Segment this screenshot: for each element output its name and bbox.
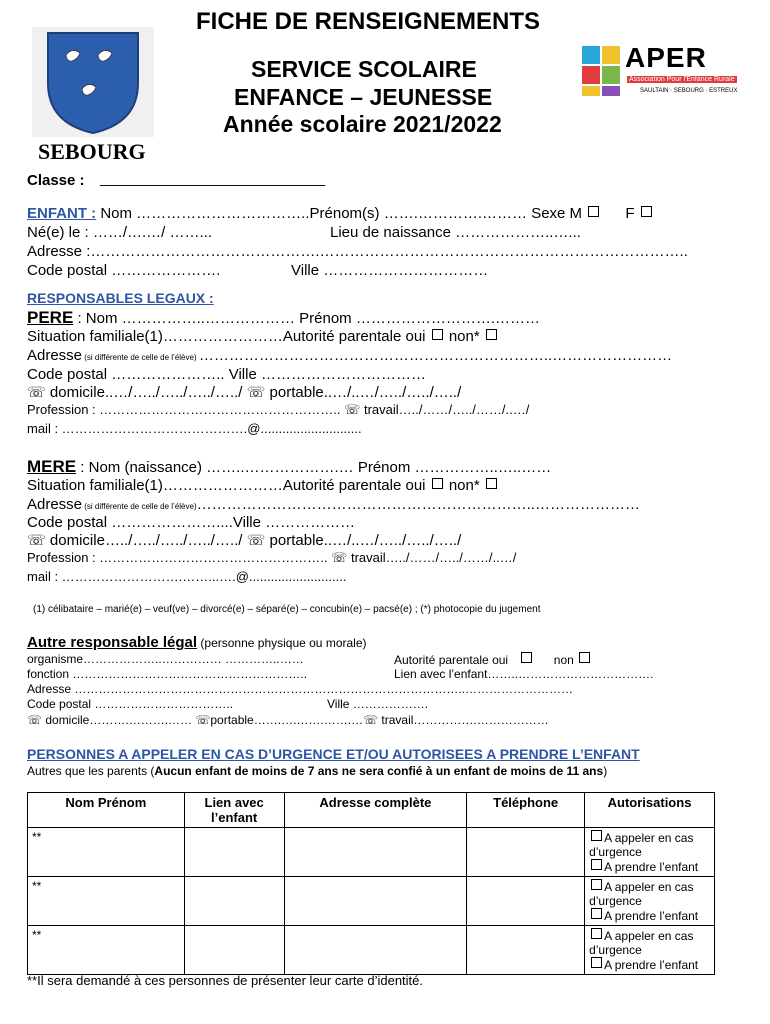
row-mark: ** [32, 879, 42, 893]
autre-non-label: non [553, 653, 574, 667]
birthplace-field[interactable]: Lieu de naissance ………………..…... [330, 224, 581, 241]
aper-logo-sub: Association Pour l'Enfance Rurale [629, 76, 735, 83]
enfant-heading: ENFANT : [27, 205, 97, 222]
lien-cell[interactable] [184, 926, 284, 975]
adresse-note: (si différente de celle de l’élève) [82, 502, 197, 511]
mere-profession-field[interactable]: Profession : …………………………………………….. ☏ travail…../……/…../……/..…/ [27, 550, 517, 565]
column-header: Téléphone [467, 793, 585, 828]
table-row [28, 828, 715, 877]
column-header: Lien avec l’enfant [184, 793, 284, 828]
appeler-checkbox[interactable] [591, 928, 602, 939]
town-name: SEBOURG [38, 139, 146, 164]
adresse-cell[interactable] [284, 877, 467, 926]
pere-name-field[interactable]: : Nom ……………..……………… Prénom ……………………….……… [73, 310, 540, 327]
urgence-sub-b: Aucun enfant de moins de 7 ans ne sera confié à un enfant de moins de 11 ans [154, 764, 604, 778]
autorisations-cell [585, 926, 715, 975]
birthdate-field[interactable]: Né(e) le : ……/….…/ ……... [27, 224, 213, 241]
lien-cell[interactable] [184, 828, 284, 877]
urgence-subheading [27, 764, 607, 778]
pere-phones-field[interactable]: ☏ domicile..…/…../…../…../…../ ☏ portable..…/..…/…../…../…../ [27, 384, 462, 401]
urgence-heading: PERSONNES A APPELER EN CAS D’URGENCE ET/OU AUTORISEES A PRENDRE L’ENFANT [27, 746, 640, 762]
telephone-cell[interactable] [467, 828, 585, 877]
mere-line-3[interactable] [27, 496, 640, 513]
pere-mail-field[interactable]: mail : …………………………………….@............................ [27, 421, 362, 436]
sexe-f-label: F [625, 205, 635, 222]
pere-heading: PERE [27, 308, 74, 327]
nom-cell[interactable] [28, 828, 185, 877]
mere-adresse-label: Adresse [27, 496, 83, 513]
urgence-table [27, 792, 715, 975]
mere-adresse-field[interactable]: …………………………………………………………..………………… [196, 496, 640, 513]
column-header: Adresse complète [284, 793, 467, 828]
service-title: SERVICE SCOLAIRE [251, 56, 477, 82]
urgence-sub-c: ) [603, 764, 608, 778]
classe-field[interactable]: ___________________________ [100, 170, 326, 187]
urgence-sub-a: Autres que les parents ( [27, 764, 155, 778]
autre-organisme-field[interactable]: organisme………………..…………… …………..…… [27, 652, 304, 666]
column-header: Nom Prénom [28, 793, 185, 828]
enfant-line-1 [27, 205, 654, 222]
autre-heading: Autre responsable légal [27, 634, 198, 651]
autre-autorite-label: Autorité parentale oui [394, 653, 509, 667]
footnote-jugement: ; (*) photocopie du jugement [412, 604, 541, 615]
autre-autorite-non-checkbox[interactable] [579, 652, 590, 663]
autorisations-cell [585, 877, 715, 926]
pere-line-2 [27, 328, 499, 345]
pere-postcode-city-field[interactable]: Code postal ………………….. Ville …………………………… [27, 366, 426, 383]
classe-label: Classe : [27, 172, 85, 189]
autre-autorite-oui-checkbox[interactable] [521, 652, 532, 663]
mere-line-1[interactable] [27, 457, 551, 477]
appeler-label: A appeler en cas d’urgence [589, 929, 694, 957]
footnote-situations: (1) célibataire – marié(e) – veuf(ve) – divorcé(e) – séparé(e) – concubin(e) – pacsé(e) [33, 604, 413, 615]
lien-cell[interactable] [184, 877, 284, 926]
mere-situation-field[interactable]: Situation familiale(1)……………………Autorité parentale oui [27, 477, 426, 494]
mere-name-field[interactable]: : Nom (naissance) ……..……………….… Prénom ……………..…..…… [76, 459, 552, 476]
autre-heading-sub: (personne physique ou morale) [197, 636, 367, 650]
prendre-label: A prendre l’enfant [604, 860, 699, 874]
enfance-title: ENFANCE – JEUNESSE [234, 84, 493, 110]
pere-profession-field[interactable]: Profession : ……………………………………………….. ☏ travail…../……/…../……/..…/ [27, 402, 530, 417]
telephone-cell[interactable] [467, 877, 585, 926]
table-header-row [28, 793, 715, 828]
mere-postcode-city-field[interactable]: Code postal …………………....Ville ……………… [27, 514, 356, 531]
prendre-checkbox[interactable] [591, 957, 602, 968]
autre-phones-field[interactable]: ☏ domicile……….……….…… ☏portable…….….…….…….…☏ travail…………….……………… [27, 713, 549, 727]
pere-adresse-label: Adresse [27, 347, 83, 364]
urgence-footer: **Il sera demandé à ces personnes de présenter leur carte d’identité. [27, 973, 424, 988]
sexe-m-checkbox[interactable] [588, 206, 599, 217]
prendre-label: A prendre l’enfant [604, 909, 699, 923]
pere-autorite-non-checkbox[interactable] [486, 329, 497, 340]
table-row [28, 877, 715, 926]
prendre-checkbox[interactable] [591, 859, 602, 870]
table-row [28, 926, 715, 975]
nom-cell[interactable] [28, 926, 185, 975]
column-header: Autorisations [585, 793, 715, 828]
non-label: non* [448, 328, 480, 345]
page-title: FICHE DE RENSEIGNEMENTS [196, 8, 541, 35]
mere-autorite-non-checkbox[interactable] [486, 478, 497, 489]
year-title: Année scolaire 2021/2022 [223, 111, 502, 137]
autre-ville-field[interactable]: Ville ………………. [327, 697, 429, 711]
responsables-heading: RESPONSABLES LEGAUX : [27, 290, 214, 306]
adresse-cell[interactable] [284, 926, 467, 975]
telephone-cell[interactable] [467, 926, 585, 975]
appeler-checkbox[interactable] [591, 830, 602, 841]
mere-phones-field[interactable]: ☏ domicile…../…../…../…../…../ ☏ portable..…/..…/…../…../…../ [27, 532, 462, 549]
appeler-checkbox[interactable] [591, 879, 602, 890]
row-mark: ** [32, 830, 42, 844]
appeler-label: A appeler en cas d’urgence [589, 831, 694, 859]
mere-mail-field[interactable]: mail : ……………………….……...….@........................... [27, 569, 347, 584]
pere-line-1[interactable] [27, 308, 540, 328]
crest-icon [32, 27, 154, 137]
prendre-checkbox[interactable] [591, 908, 602, 919]
autorisations-cell [585, 828, 715, 877]
adresse-cell[interactable] [284, 828, 467, 877]
autre-autorite-line [394, 652, 592, 667]
autre-lien-field[interactable]: Lien avec l’enfant……..……………………………. [394, 667, 654, 681]
nom-cell[interactable] [28, 877, 185, 926]
adresse-note: (si différente de celle de l’élève) [82, 353, 199, 362]
non-label: non* [448, 477, 480, 494]
pere-autorite-oui-checkbox[interactable] [432, 329, 443, 340]
sexe-f-checkbox[interactable] [641, 206, 652, 217]
enfant-name-field[interactable]: Nom ……………………………..Prénom(s) …….………….……… Sexe M [100, 205, 583, 222]
aper-logo-villages: SAULTAIN · SEBOURG · ESTREUX [640, 88, 738, 94]
appeler-label: A appeler en cas d’urgence [589, 880, 694, 908]
autre-fonction-field[interactable]: fonction ………………………………………………….. [27, 667, 308, 681]
prendre-label: A prendre l’enfant [604, 958, 699, 972]
mere-autorite-oui-checkbox[interactable] [432, 478, 443, 489]
pere-situation-field[interactable]: Situation familiale(1)……………………Autorité parentale oui [27, 328, 426, 345]
footnote [33, 604, 540, 615]
aper-logo-text: APER [625, 42, 707, 73]
mere-line-2 [27, 477, 499, 494]
autre-cp-field[interactable]: Code postal …………………………….. [27, 697, 234, 711]
autre-adresse-field[interactable]: Adresse ……………………………………………………………………………………..……………………… [27, 682, 574, 696]
pere-line-3[interactable] [27, 347, 672, 364]
enfant-address-field[interactable]: Adresse :……………………………………….……………………………………………………………….. [27, 243, 688, 260]
enfant-postcode-field[interactable]: Code postal …………………. [27, 262, 221, 279]
pere-adresse-field[interactable]: ……………………………………………………………..…………………… [198, 347, 673, 364]
enfant-city-field[interactable]: Ville …………………………… [291, 262, 489, 279]
row-mark: ** [32, 928, 42, 942]
autre-heading-line [27, 634, 367, 651]
mere-heading: MERE [27, 457, 77, 476]
